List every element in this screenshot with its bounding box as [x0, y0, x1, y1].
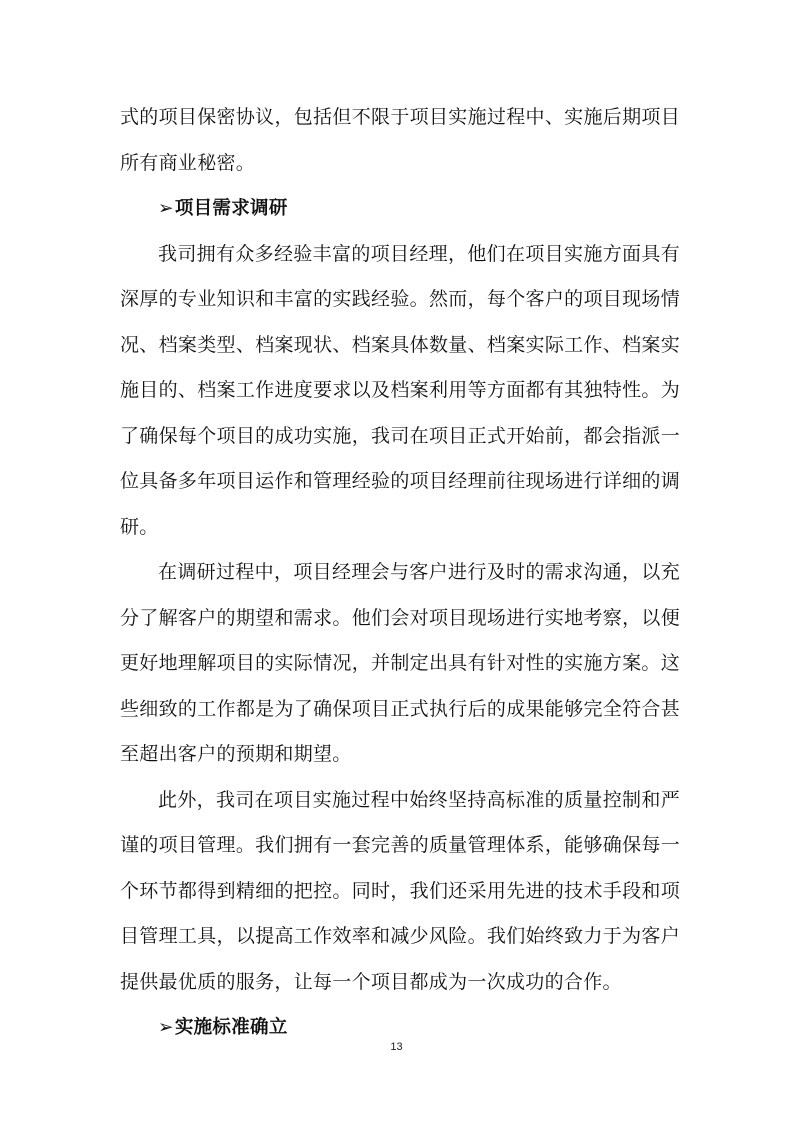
arrow-bullet-icon: ➢ [158, 198, 174, 219]
paragraph-research-process: 在调研过程中，项目经理会与客户进行及时的需求沟通，以充分了解客户的期望和需求。他们会对项目现场进行实地考察，以便更好地理解项目的实际情况，并制定出具有针对性的实施方案。这些细致的工作都是为了确保项目正式执行后的成果能够完全符合甚至超出客户的预期和期望。 [120, 561, 680, 765]
section-heading-text: 实施标准确立 [174, 1017, 288, 1038]
section-heading-text: 项目需求调研 [174, 198, 288, 219]
section-heading-requirements-research [120, 186, 680, 232]
arrow-bullet-icon: ➢ [158, 1017, 174, 1038]
paragraph-project-managers: 我司拥有众多经验丰富的项目经理，他们在项目实施方面具有深厚的专业知识和丰富的实践经验。然而，每个客户的项目现场情况、档案类型、档案现状、档案具体数量、档案实际工作、档案实施目的、档案工作进度要求以及档案利用等方面都有其独特性。为了确保每个项目的成功实施，我司在项目正式开始前，都会指派一位具备多年项目运作和管理经验的项目经理前往现场进行详细的调研。 [120, 242, 680, 538]
document-body [120, 95, 680, 1051]
paragraph-quality-control: 此外，我司在项目实施过程中始终坚持高标准的质量控制和严谨的项目管理。我们拥有一套完善的质量管理体系，能够确保每一个环节都得到精细的把控。同时，我们还采用先进的技术手段和项目管理工具，以提高工作效率和减少风险。我们始终致力于为客户提供最优质的服务，让每一个项目都成为一次成功的合作。 [120, 788, 680, 993]
page-number: 13 [390, 1041, 403, 1053]
paragraph-continuation: 式的项目保密协议，包括但不限于项目实施过程中、实施后期项目所有商业秘密。 [120, 106, 680, 174]
